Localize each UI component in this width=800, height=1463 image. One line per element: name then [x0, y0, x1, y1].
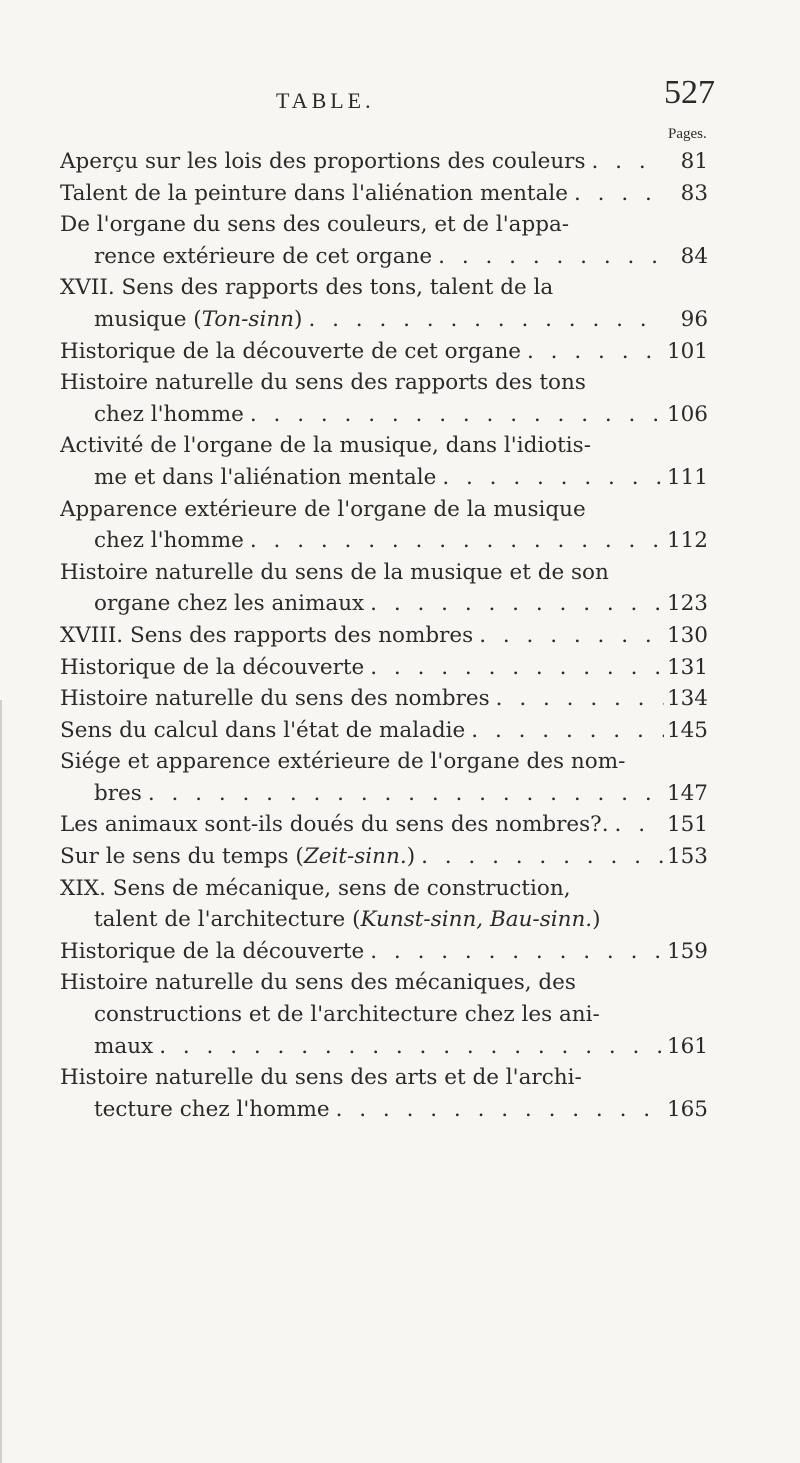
toc-entry-text: Histoire naturelle du sens de la musique et de son	[60, 559, 609, 585]
toc-entry-line	[60, 430, 708, 462]
toc-entry-line	[60, 304, 708, 336]
dot-leader	[370, 652, 664, 684]
toc-entry-line	[60, 683, 708, 715]
toc-entry-text: organe chez les animaux	[94, 591, 365, 617]
toc-page-number: 153	[666, 844, 708, 870]
toc-entry	[60, 809, 708, 841]
toc-entry-line	[60, 904, 708, 936]
toc-entry-line	[60, 462, 708, 494]
dot-leader	[527, 336, 664, 368]
dot-leader	[336, 1094, 664, 1126]
toc-entry-text: Aperçu sur les lois des proportions des couleurs	[60, 149, 586, 174]
dot-leader	[615, 809, 664, 841]
toc-entry	[60, 557, 708, 620]
toc-page-number: 159	[666, 938, 708, 964]
toc-page-number: 130	[666, 622, 708, 648]
toc-entry-line	[60, 588, 708, 620]
dot-leader	[471, 715, 664, 747]
toc-entry-line	[60, 999, 708, 1031]
toc-entry	[60, 620, 708, 652]
toc-entry	[60, 494, 708, 557]
toc-entry-text: Siége et apparence extérieure de l'organe des nom-	[60, 749, 626, 775]
dot-leader	[250, 525, 664, 557]
toc-entry	[60, 209, 708, 272]
toc-entry-text: XVIII. Sens des rapports des nombres	[60, 622, 474, 648]
toc-page-number: 147	[666, 780, 708, 806]
toc-entry-line	[60, 399, 708, 431]
toc-entry-line	[60, 241, 708, 273]
toc-entry-text: Historique de la découverte de cet organe	[60, 338, 522, 364]
toc-entry	[60, 967, 708, 1062]
dot-leader	[148, 778, 664, 810]
toc-page-number: 123	[666, 591, 708, 617]
toc-entry-text: Histoire naturelle du sens des nombres	[60, 686, 490, 712]
toc-page-number: 84	[680, 243, 708, 269]
toc-entry-text: bres	[94, 780, 142, 806]
toc-entry-line	[60, 272, 708, 304]
toc-entry-line	[60, 873, 708, 905]
toc-entry-line	[60, 1062, 708, 1094]
toc-entry-line	[60, 209, 708, 241]
toc-entry-line	[60, 778, 708, 810]
toc-entry	[60, 715, 708, 747]
toc-entry-line	[60, 494, 708, 526]
toc-entry-text: Histoire naturelle du sens des mécaniques, des	[60, 970, 576, 996]
toc-entry	[60, 873, 708, 936]
toc-page-number: 83	[680, 180, 708, 206]
toc-entry-text: XVII. Sens des rapports des tons, talent de la	[60, 275, 554, 301]
dot-leader	[479, 620, 664, 652]
dot-leader	[442, 462, 664, 494]
toc-entry	[60, 1062, 708, 1125]
toc-entry-text: Histoire naturelle du sens des arts et de l'archi-	[60, 1065, 582, 1091]
toc-entry-line	[60, 652, 708, 684]
toc-entry-line	[60, 715, 708, 747]
toc-page-number: 96	[680, 306, 708, 332]
pages-column-label: Pages.	[668, 126, 707, 142]
toc-entry	[60, 652, 708, 684]
toc-entry-line	[60, 620, 708, 652]
toc-entry	[60, 430, 708, 493]
toc-entry	[60, 178, 708, 210]
toc-entry-italic-term: Ton-sinn	[201, 306, 295, 332]
toc-entry-line	[60, 178, 708, 210]
toc-entry-line	[60, 809, 708, 841]
toc-entry-line	[60, 146, 708, 178]
toc-page-number: 145	[666, 717, 708, 743]
toc-entry-text: musique (	[94, 306, 202, 332]
toc-entry-text: Sens du calcul dans l'état de maladie	[60, 717, 466, 743]
dot-leader	[438, 241, 664, 273]
toc-entry-text: talent de l'architecture (	[94, 907, 361, 933]
toc-page-number: 106	[666, 401, 708, 427]
toc-entry-line	[60, 367, 708, 399]
toc-entry-line	[60, 746, 708, 778]
toc-entry-text: XIX. Sens de mécanique, sens de construction,	[60, 875, 571, 901]
toc-entry-text: chez l'homme	[94, 528, 244, 554]
toc-entry	[60, 146, 708, 178]
toc-page-number: 134	[666, 686, 708, 712]
toc-entry-text: Histoire naturelle du sens des rapports des tons	[60, 370, 586, 396]
toc-page-number: 112	[666, 528, 708, 554]
toc-entry	[60, 841, 708, 873]
dot-leader	[591, 146, 664, 178]
toc-entry-line	[60, 1031, 708, 1063]
dot-leader	[159, 1031, 664, 1063]
dot-leader	[496, 683, 664, 715]
toc-page-number: 131	[666, 654, 708, 680]
dot-leader	[250, 399, 664, 431]
toc-entry-text: Activité de l'organe de la musique, dans l'idiotis-	[60, 433, 591, 459]
toc-entry-line	[60, 967, 708, 999]
page-edge-rule	[0, 700, 2, 1463]
toc-entry-text: Les animaux sont-ils doués du sens des nombres?.	[60, 812, 609, 838]
toc-entry-line	[60, 557, 708, 589]
toc-entry	[60, 683, 708, 715]
toc-entry	[60, 272, 708, 335]
toc-entry-text: Apparence extérieure de l'organe de la musique	[60, 496, 586, 522]
running-title: TABLE.	[276, 88, 375, 113]
toc-entry-text: me et dans l'aliénation mentale	[94, 464, 437, 490]
toc-entry-italic-term: Zeit-sinn.	[303, 844, 407, 870]
toc-entry	[60, 336, 708, 368]
toc-entry-closing: )	[294, 306, 303, 332]
toc-entry-text: Talent de la peinture dans l'aliénation mentale	[60, 180, 568, 206]
toc-entry-text: constructions et de l'architecture chez les ani-	[94, 1002, 600, 1028]
toc-entry-text: Historique de la découverte	[60, 938, 365, 964]
dot-leader	[370, 588, 664, 620]
toc-entry-italic-term: Kunst-sinn, Bau-sinn.	[360, 907, 593, 933]
toc-entry-closing: )	[406, 844, 416, 870]
toc-entry	[60, 367, 708, 430]
dot-leader	[308, 304, 664, 336]
toc-page-number: 151	[666, 812, 708, 838]
toc-entry-text: Historique de la découverte	[60, 654, 365, 680]
toc-page-number: 81	[680, 149, 708, 174]
toc-page-number: 161	[666, 1033, 708, 1059]
toc-entry-text: rence extérieure de cet organe	[94, 243, 433, 269]
dot-leader	[370, 936, 664, 968]
dot-leader	[574, 178, 664, 210]
table-of-contents	[60, 146, 708, 1125]
running-head	[0, 74, 800, 122]
toc-entry-line	[60, 336, 708, 368]
toc-page-number: 101	[666, 338, 708, 364]
toc-entry	[60, 746, 708, 809]
toc-entry-text: tecture chez l'homme	[94, 1096, 330, 1122]
toc-entry	[60, 936, 708, 968]
toc-entry-text: Sur le sens du temps (	[60, 844, 304, 870]
toc-entry-line	[60, 936, 708, 968]
page-number: 527	[664, 74, 715, 111]
toc-entry-line	[60, 1094, 708, 1126]
toc-entry-closing: )	[592, 907, 601, 933]
toc-page-number: 111	[666, 464, 708, 490]
toc-entry-line	[60, 525, 708, 557]
dot-leader	[421, 841, 664, 873]
toc-entry-text: chez l'homme	[94, 401, 244, 427]
toc-page-number: 165	[666, 1096, 708, 1122]
toc-entry-text: De l'organe du sens des couleurs, et de l'appa-	[60, 212, 570, 238]
toc-entry-text: maux	[94, 1033, 154, 1059]
toc-entry-line	[60, 841, 708, 873]
